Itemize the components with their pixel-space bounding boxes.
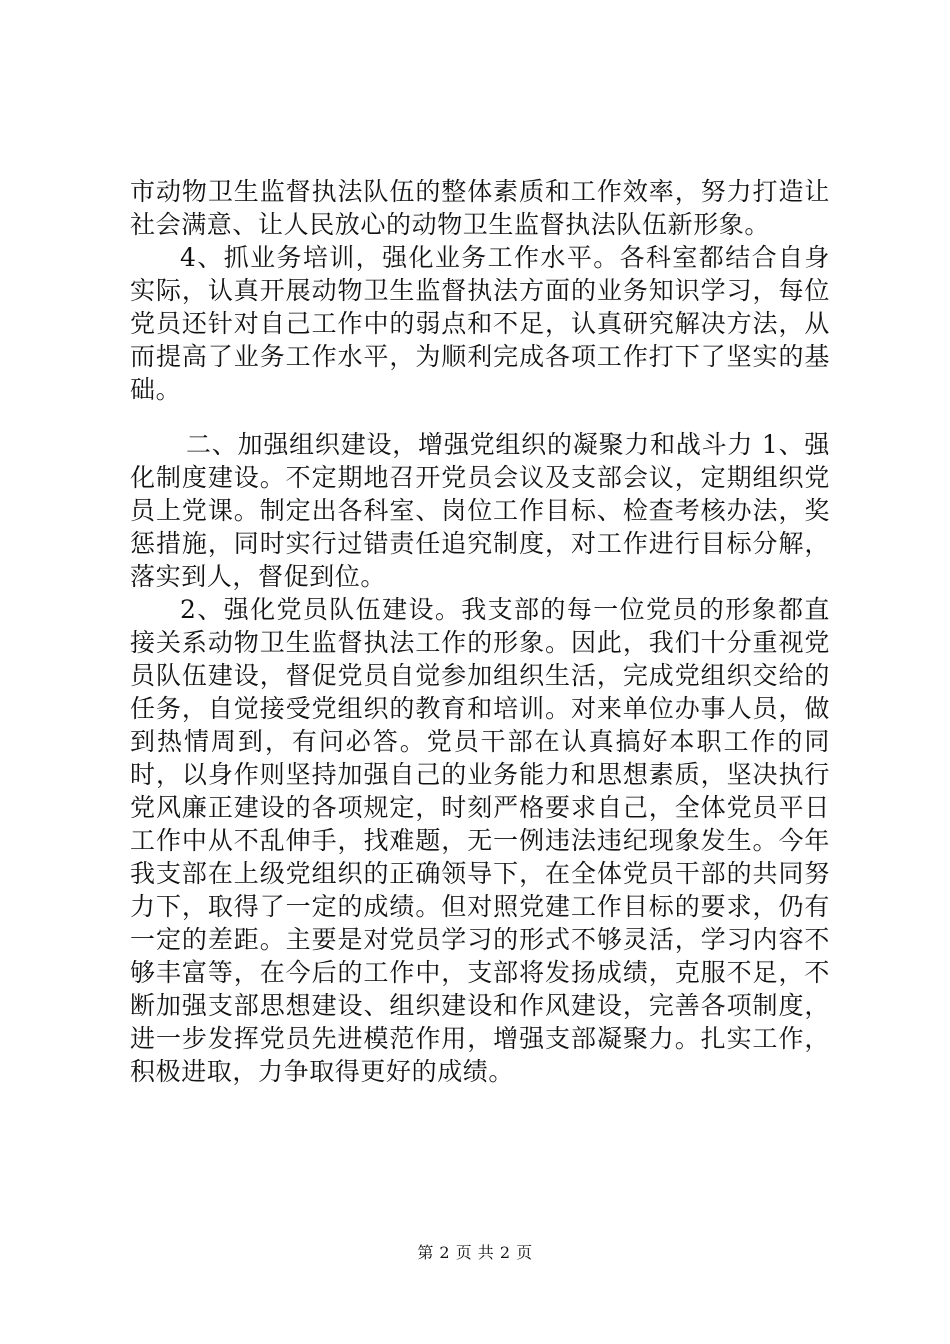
paragraph-organization-building: 二、加强组织建设，增强党组织的凝聚力和战斗力 1、强化制度建设。不定期地召开党员会议及支部会议，定期组织党员上党课。制定出各科室、岗位工作目标、检查考核办法，奖惩措施，同时实行过错责任追究制度，对工作进行目标分解，落实到人，督促到位。 [130,430,830,591]
page-number-footer: 第 2 页 共 2 页 [417,1243,533,1262]
paragraph-party-member-team: 2、强化党员队伍建设。我支部的每一位党员的形象都直接关系动物卫生监督执法工作的形象。因此，我们十分重视党员队伍建设，督促党员自觉参加组织生活，完成党组织交给的任务，自觉接受党组织的教育和培训。对来单位办事人员，做到热情周到，有问必答。党员干部在认真搞好本职工作的同时，以身作则坚持加强自己的业务能力和思想素质，坚决执行党风廉正建设的各项规定，时刻严格要求自己，全体党员平日工作中从不乱伸手，找难题，无一例违法违纪现象发生。今年我支部在上级党组织的正确领导下，在全体党员干部的共同努力下，取得了一定的成绩。但对照党建工作目标的要求，仍有一定的差距。主要是对党员学习的形式不够灵活，学习内容不够丰富等，在今后的工作中，支部将发扬成绩，克服不足，不断加强支部思想建设、组织建设和作风建设，完善各项制度，进一步发挥党员先进模范作用，增强支部凝聚力。扎实工作，积极进取，力争取得更好的成绩。 [130,595,830,1086]
document-body [130,175,830,1088]
paragraph-business-training: 4、抓业务培训，强化业务工作水平。各科室都结合自身实际，认真开展动物卫生监督执法方面的业务知识学习，每位党员还针对自己工作中的弱点和不足，认真研究解决方法，从而提高了业务工作水平，为顺利完成各项工作打下了坚实的基础。 [130,243,830,404]
paragraph-gap [130,406,830,428]
paragraph-continuation: 市动物卫生监督执法队伍的整体素质和工作效率，努力打造让社会满意、让人民放心的动物卫生监督执法队伍新形象。 [130,177,830,239]
